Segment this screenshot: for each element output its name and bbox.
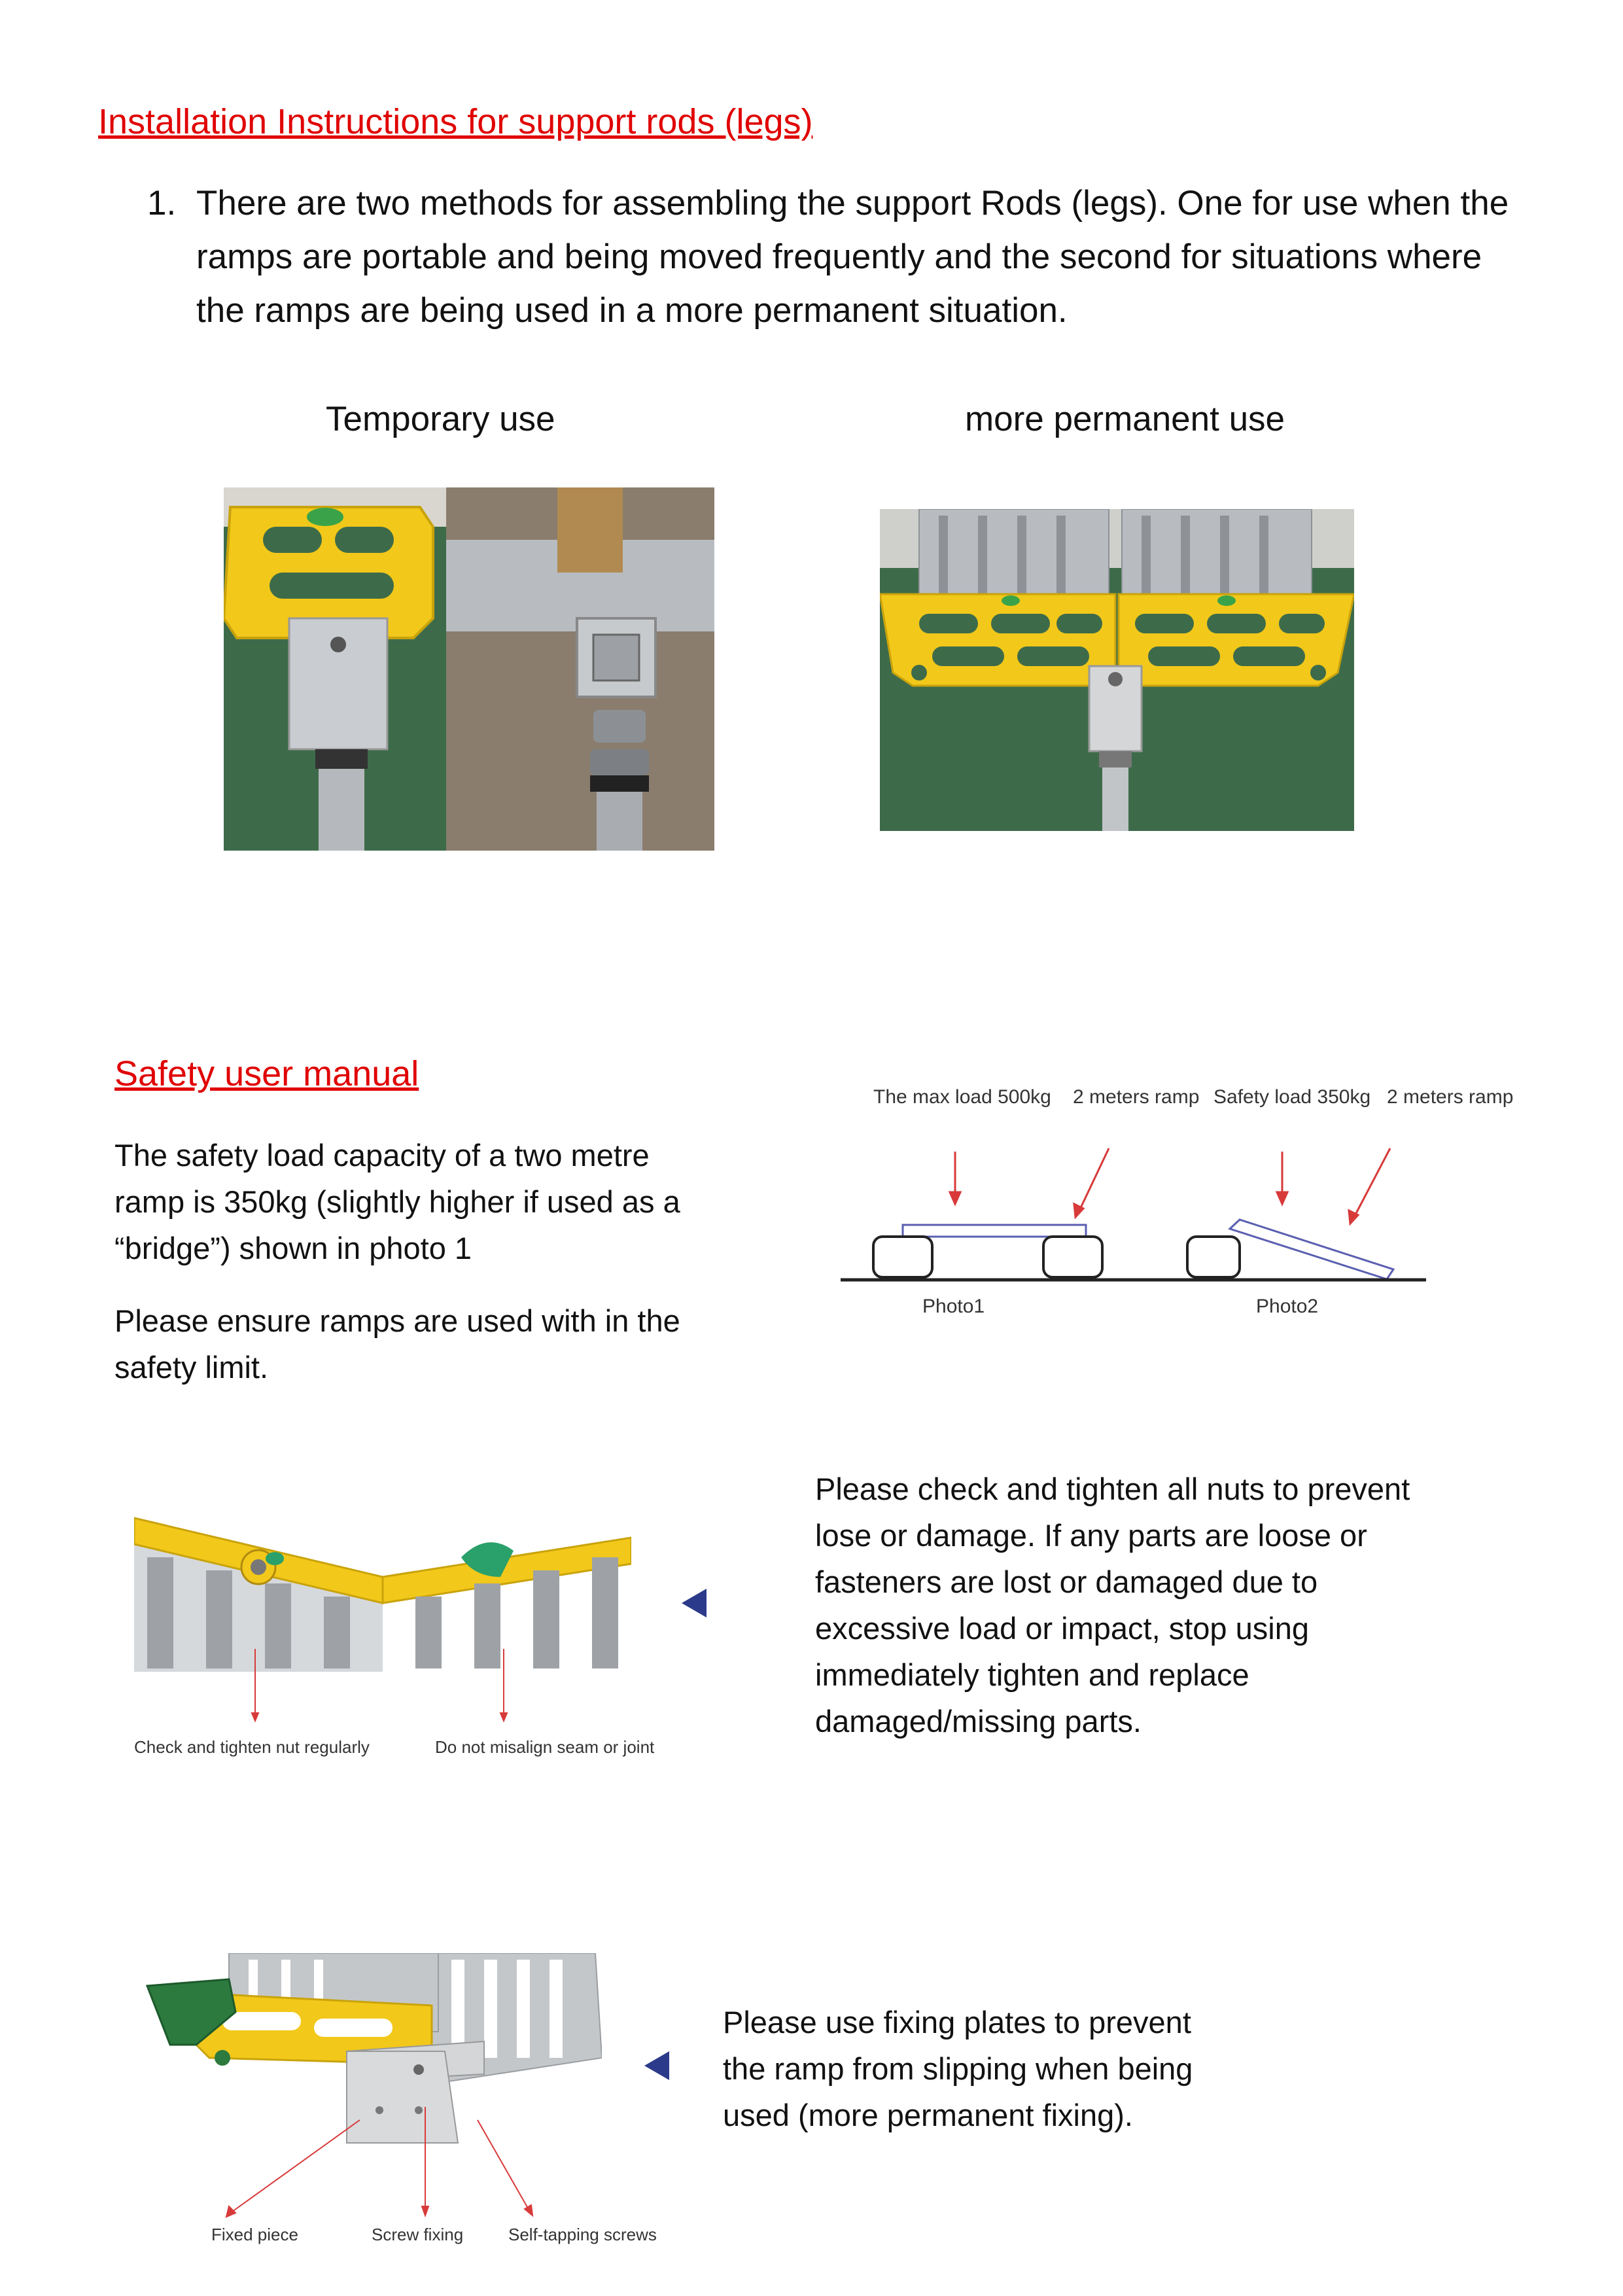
label-self-tapping-screws: Self-tapping screws bbox=[508, 2225, 657, 2244]
label-ramp-2: 2 meters ramp bbox=[1387, 1086, 1514, 1108]
nut-check-text: Please check and tighten all nuts to prevent lose or damage. If any parts are loose or fasteners are lost or damaged due to excessive load or impact, stop using immediately tighten and replace damaged/missing parts. bbox=[815, 1472, 1410, 1739]
nut-check-arrows bbox=[236, 1649, 530, 1727]
label-photo-1: Photo1 bbox=[922, 1296, 985, 1317]
label-photo-2: Photo2 bbox=[1256, 1296, 1319, 1317]
caption-temporary-use: Temporary use bbox=[326, 400, 555, 438]
list-item-text: There are two methods for assembling the support Rods (legs). One for use when the ramps are portable and being moved frequently and the second for situations where the ramps are being used in a more permanent situation. bbox=[196, 184, 1509, 330]
permanent-use-photo bbox=[880, 509, 1354, 831]
list-number: 1. bbox=[147, 184, 177, 222]
label-ramp-1: 2 meters ramp bbox=[1073, 1086, 1200, 1108]
nut-check-photo bbox=[134, 1505, 631, 1672]
label-screw-fixing: Screw fixing bbox=[372, 2225, 464, 2244]
label-misalign-seam: Do not misalign seam or joint bbox=[435, 1737, 655, 1757]
label-fixed-piece: Fixed piece bbox=[211, 2225, 298, 2244]
caption-permanent-use: more permanent use bbox=[965, 400, 1285, 438]
fixing-plate-arrows bbox=[209, 2094, 602, 2225]
pointer-arrow-icon-2 bbox=[644, 2051, 669, 2080]
label-check-nut: Check and tighten nut regularly bbox=[134, 1737, 370, 1757]
safety-para-1: The safety load capacity of a two metre ramp is 350kg (slightly higher if used as a “bridge”) shown in photo 1 bbox=[114, 1138, 680, 1265]
safety-manual-heading: Safety user manual bbox=[114, 1054, 419, 1093]
safety-para-2: Please ensure ramps are used with in the safety limit. bbox=[114, 1303, 680, 1385]
pointer-arrow-icon bbox=[682, 1589, 707, 1617]
temporary-use-photo bbox=[224, 487, 714, 851]
load-diagram bbox=[837, 1080, 1537, 1328]
label-safety-load: Safety load 350kg bbox=[1213, 1086, 1371, 1108]
fixing-plate-text: Please use fixing plates to prevent the ramp from slipping when being used (more permanent fixing). bbox=[723, 2005, 1193, 2132]
installation-heading: Installation Instructions for support rods (legs) bbox=[98, 102, 813, 141]
label-max-load: The max load 500kg bbox=[873, 1086, 1051, 1108]
